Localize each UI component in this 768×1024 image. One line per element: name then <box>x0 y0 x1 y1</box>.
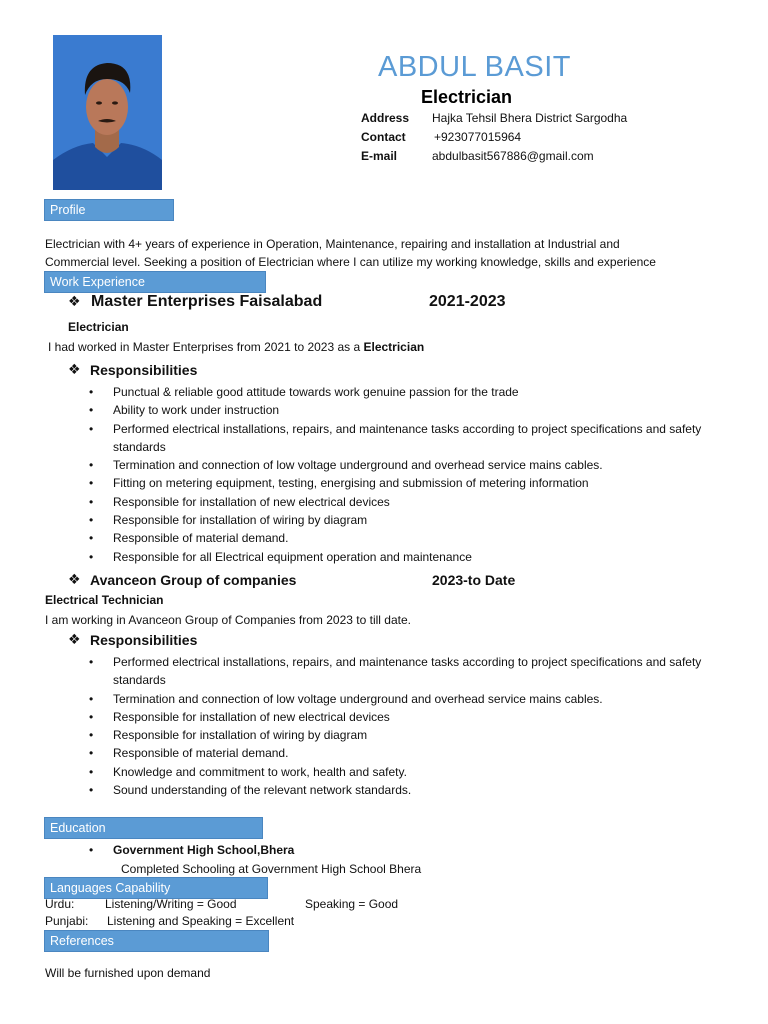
job1-period: 2021-2023 <box>429 293 506 310</box>
list-item: • Responsible for all Electrical equipment operation and maintenance <box>89 549 472 564</box>
diamond-bullet-icon: ❖ <box>68 631 81 647</box>
list-item: • Sound understanding of the relevant network standards. <box>89 783 412 798</box>
list-item: • Responsible for installation of wiring by diagram <box>89 513 368 528</box>
section-heading-education: Education <box>44 817 263 839</box>
portrait-image <box>53 35 162 190</box>
candidate-name: ABDUL BASIT <box>378 51 571 83</box>
job1-responsibilities-list <box>89 383 713 566</box>
list-item: • Responsible for installation of wiring by diagram <box>89 728 368 743</box>
list-item: • Performed electrical installations, repairs, and maintenance tasks according to project specifications and safety standards <box>89 655 702 688</box>
education-detail: Completed Schooling at Government High School Bhera <box>121 862 422 876</box>
email-label: E-mail <box>361 149 398 163</box>
language-urdu-listening-writing: Listening/Writing = Good <box>105 897 237 911</box>
language-punjabi-label: Punjabi: <box>45 914 89 928</box>
job1-description <box>48 338 424 356</box>
language-urdu-label: Urdu: <box>45 897 75 911</box>
profile-line-1: Electrician with 4+ years of experience in Operation, Maintenance, repairing and installation at Industrial and <box>45 237 620 251</box>
list-item: • Responsible of material demand. <box>89 746 289 761</box>
list-item: • Termination and connection of low voltage underground and overhead service mains cables. <box>89 458 603 473</box>
email-value: abdulbasit567886@gmail.com <box>432 149 594 163</box>
bullet-icon: • <box>89 843 94 857</box>
job1-description-bold: Electrician <box>363 340 425 354</box>
section-heading-work-experience: Work Experience <box>44 271 266 293</box>
profile-photo <box>53 35 162 190</box>
job1-role: Electrician <box>68 320 129 334</box>
references-text: Will be furnished upon demand <box>45 966 211 980</box>
job1-company: Master Enterprises Faisalabad <box>91 293 323 310</box>
section-heading-references: References <box>44 930 269 952</box>
list-item: • Responsible for installation of new electrical devices <box>89 494 390 509</box>
diamond-bullet-icon: ❖ <box>68 571 81 587</box>
candidate-title: Electrician <box>421 87 513 107</box>
list-item: • Punctual & reliable good attitude towards work genuine passion for the trade <box>89 385 519 399</box>
address-value: Hajka Tehsil Bhera District Sargodha <box>432 111 628 125</box>
list-item: • Performed electrical installations, repairs, and maintenance tasks according to project specifications and safety standards <box>89 421 702 454</box>
contact-label: Contact <box>361 130 406 144</box>
job2-role: Electrical Technician <box>45 593 164 607</box>
language-urdu-speaking: Speaking = Good <box>305 897 399 911</box>
job2-description: I am working in Avanceon Group of Companies from 2023 to till date. <box>45 613 411 627</box>
job2-company: Avanceon Group of companies <box>90 572 297 588</box>
job1-responsibilities-heading: Responsibilities <box>90 362 198 378</box>
job2-period: 2023-to Date <box>432 572 516 588</box>
section-heading-profile: Profile <box>44 199 174 221</box>
list-item: • Responsible for installation of new electrical devices <box>89 709 390 724</box>
contact-value: +923077015964 <box>434 130 522 144</box>
job1-description-text: I had worked in Master Enterprises from 2021 to 2023 as a <box>48 340 364 354</box>
section-heading-languages: Languages Capability <box>44 877 268 899</box>
list-item: • Fitting on metering equipment, testing, energising and submission of metering information <box>89 476 589 491</box>
diamond-bullet-icon: ❖ <box>68 361 81 377</box>
diamond-bullet-icon: ❖ <box>68 293 81 309</box>
profile-line-2: Commercial level. Seeking a position of Electrician where I can utilize my working knowledge, skills and experience <box>45 255 656 269</box>
language-punjabi-value: Listening and Speaking = Excellent <box>107 914 295 928</box>
list-item: • Knowledge and commitment to work, health and safety. <box>89 764 407 779</box>
job2-responsibilities-list <box>89 653 713 799</box>
list-item: • Termination and connection of low voltage underground and overhead service mains cables. <box>89 691 603 706</box>
list-item: • Responsible of material demand. <box>89 531 289 546</box>
job2-responsibilities-heading: Responsibilities <box>90 632 198 648</box>
list-item: • Ability to work under instruction <box>89 403 280 418</box>
education-school: Government High School,Bhera <box>113 843 295 857</box>
address-label: Address <box>361 111 410 125</box>
